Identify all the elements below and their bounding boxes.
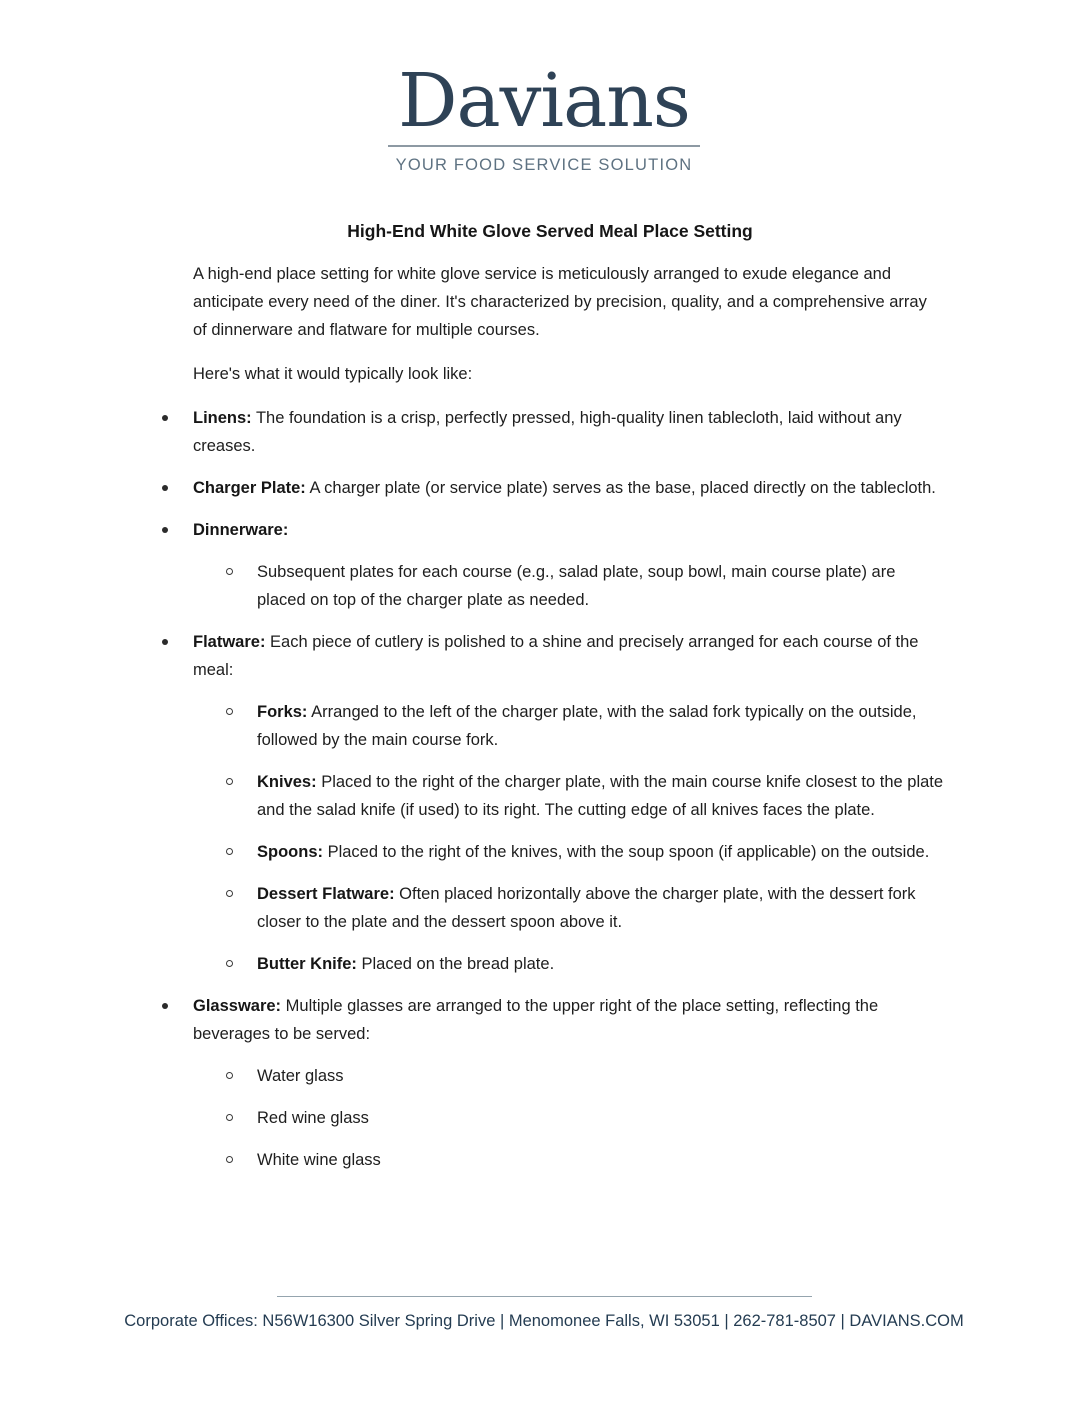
list-item-text: Each piece of cutlery is polished to a shine and precisely arranged for each course of the meal: (193, 633, 919, 679)
list-item (193, 992, 945, 1048)
place-setting-list (193, 404, 945, 1174)
circle-bullet-icon (226, 960, 233, 967)
logo-divider (388, 145, 700, 147)
list-item-text: White wine glass (257, 1151, 381, 1169)
bullet-icon (162, 1003, 168, 1009)
bullet-icon (162, 485, 168, 491)
davians-logo: Davians (398, 58, 690, 144)
circle-bullet-icon (226, 708, 233, 715)
list-item-text: Water glass (257, 1067, 344, 1085)
footer-divider (277, 1296, 812, 1297)
document-body (193, 260, 945, 1174)
list-item (257, 558, 945, 614)
bullet-icon (162, 527, 168, 533)
list-item-label: Dessert Flatware: (257, 885, 395, 903)
list-item-label: Spoons: (257, 843, 323, 861)
list-item-text: Multiple glasses are arranged to the upper right of the place setting, reflecting the beverages to be served: (193, 997, 879, 1043)
list-item-label: Forks: (257, 703, 308, 721)
list-item-text: Placed to the right of the knives, with the soup spoon (if applicable) on the outside. (323, 843, 930, 861)
list-item (193, 474, 945, 502)
lead-in-paragraph: Here's what it would typically look like: (193, 365, 473, 383)
page-footer (0, 1296, 1088, 1332)
circle-bullet-icon (226, 1114, 233, 1121)
list-item-text: Placed on the bread plate. (356, 955, 555, 973)
list-item-label: Flatware: (193, 633, 266, 651)
list-item-label: Knives: (257, 773, 317, 791)
footer-address: Corporate Offices: N56W16300 Silver Spring Drive | Menomonee Falls, WI 53051 | 262-781-8507 | DAVIANS.COM (124, 1312, 964, 1330)
circle-bullet-icon (226, 1156, 233, 1163)
circle-bullet-icon (226, 778, 233, 785)
circle-bullet-icon (226, 1072, 233, 1079)
list-item-label: Charger Plate: (193, 479, 306, 497)
list-item (257, 1104, 945, 1132)
list-item (257, 698, 945, 754)
list-item (193, 516, 945, 544)
letterhead (0, 0, 1088, 176)
list-item (257, 1062, 945, 1090)
list-item (257, 1146, 945, 1174)
list-item-text: A charger plate (or service plate) serves as the base, placed directly on the tablecloth. (305, 479, 936, 497)
intro-paragraph: A high-end place setting for white glove service is meticulously arranged to exude elegance and anticipate every need of the diner. It's characterized by precision, quality, and a comprehensive array of dinnerware and flatware for multiple courses. (193, 265, 927, 339)
list-item-label: Glassware: (193, 997, 282, 1015)
page-title: High-End White Glove Served Meal Place Setting (347, 221, 753, 241)
list-item-text: Subsequent plates for each course (e.g., salad plate, soup bowl, main course plate) are placed on top of the charger plate as needed. (257, 563, 896, 609)
list-item-text: Red wine glass (257, 1109, 369, 1127)
list-item-label: Linens: (193, 409, 252, 427)
list-item (257, 768, 945, 824)
circle-bullet-icon (226, 848, 233, 855)
list-item (257, 880, 945, 936)
list-item-text: Arranged to the left of the charger plate, with the salad fork typically on the outside, followed by the main course fork. (257, 703, 917, 749)
list-item-text: Often placed horizontally above the charger plate, with the dessert fork closer to the plate and the dessert spoon above it. (257, 885, 916, 931)
list-item (193, 404, 945, 460)
bullet-icon (162, 415, 168, 421)
list-item-text: Placed to the right of the charger plate, with the main course knife closest to the plate and the salad knife (if used) to its right. The cutting edge of all knives faces the plate. (257, 773, 944, 819)
list-item (257, 950, 945, 978)
list-item-label: Dinnerware: (193, 521, 289, 539)
circle-bullet-icon (226, 568, 233, 575)
list-item (257, 838, 945, 866)
bullet-icon (162, 639, 168, 645)
list-item-text: The foundation is a crisp, perfectly pressed, high-quality linen tablecloth, laid without any creases. (193, 409, 902, 455)
logo-tagline: YOUR FOOD SERVICE SOLUTION (395, 156, 693, 174)
list-item-label: Butter Knife: (257, 955, 357, 973)
list-item (193, 628, 945, 684)
circle-bullet-icon (226, 890, 233, 897)
